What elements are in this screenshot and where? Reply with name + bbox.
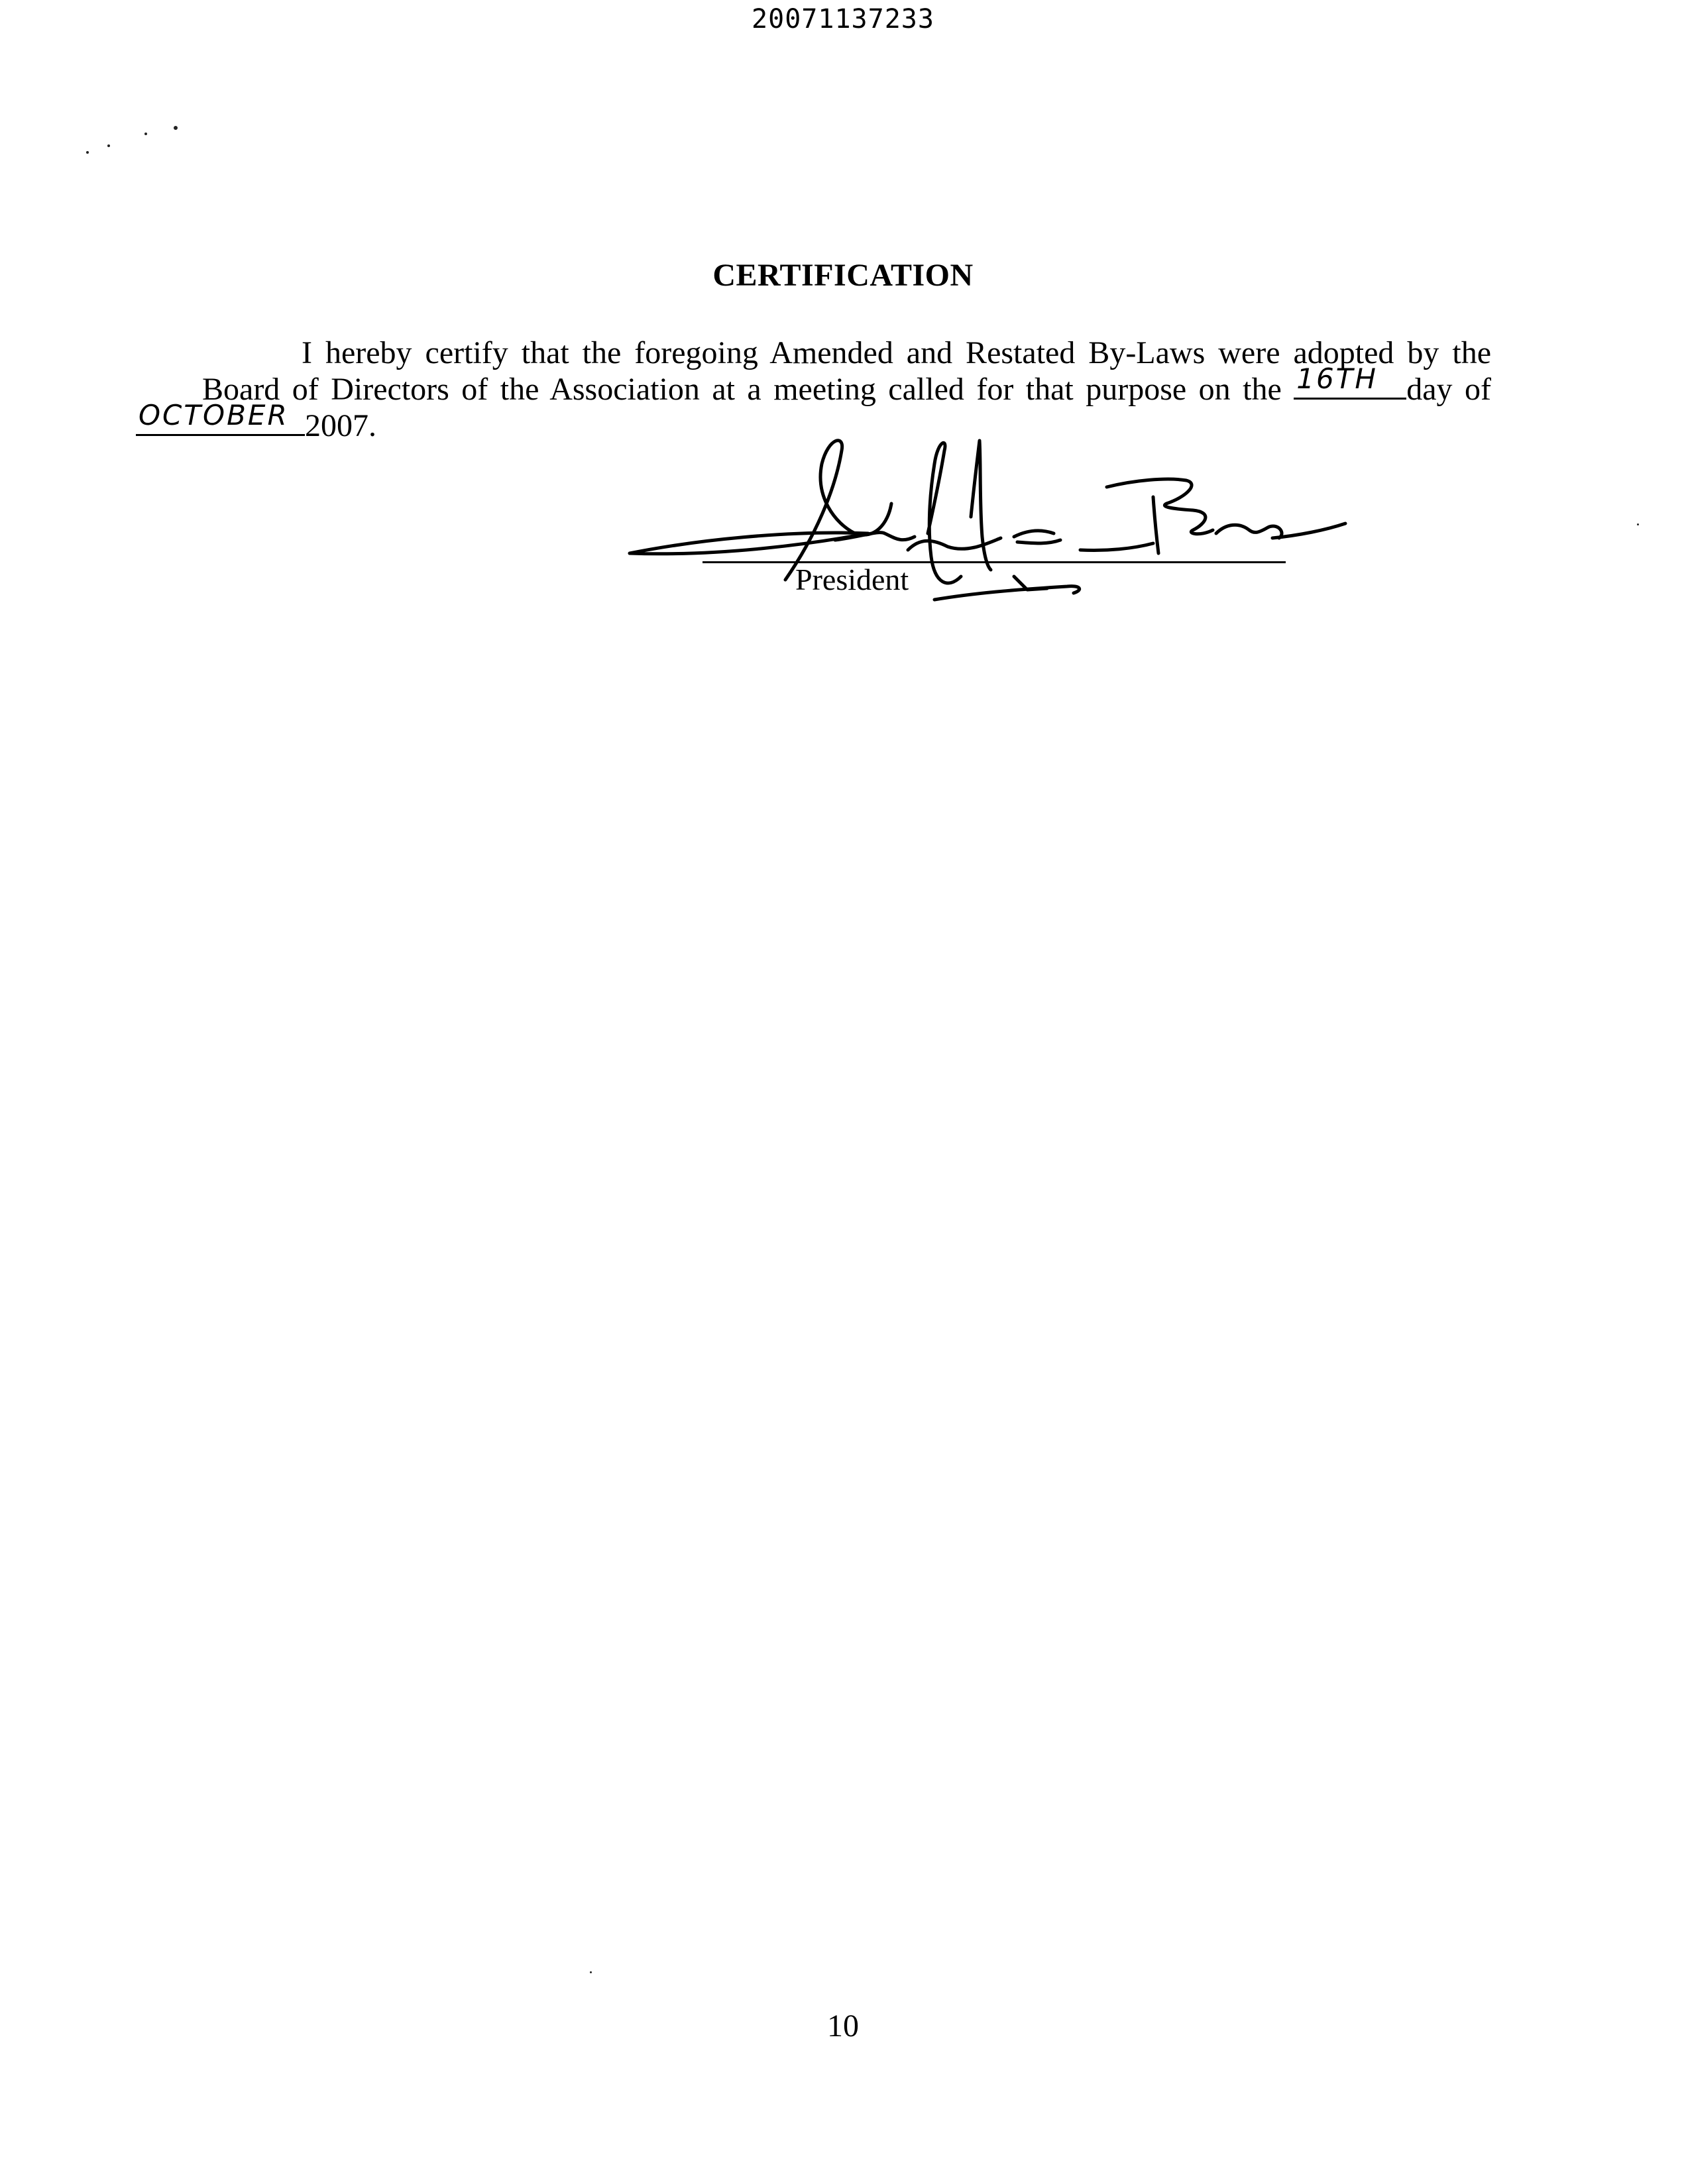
scan-speck bbox=[144, 133, 147, 135]
handwritten-day: 16TH bbox=[1296, 362, 1378, 395]
certification-line-3 bbox=[136, 399, 376, 444]
certification-line-1: I hereby certify that the foregoing Amended and Restated By-Laws were adopted by the bbox=[302, 335, 1491, 370]
certification-title: CERTIFICATION bbox=[712, 258, 974, 293]
scan-speck bbox=[1637, 523, 1639, 525]
year-text: 2007. bbox=[305, 408, 376, 443]
scan-speck bbox=[86, 151, 89, 154]
page-number: 10 bbox=[827, 2008, 859, 2044]
document-number: 20071137233 bbox=[752, 4, 934, 34]
handwritten-month: OCTOBER bbox=[139, 399, 289, 431]
certification-line-2 bbox=[202, 362, 1491, 408]
scan-speck bbox=[107, 144, 110, 147]
scan-speck bbox=[174, 126, 178, 130]
line-2-text: Board of Directors of the Association at a meeting called for that purpose on the bbox=[202, 372, 1282, 407]
handwritten-signature bbox=[616, 424, 1359, 610]
scan-speck bbox=[590, 1971, 592, 1973]
line-2-suffix: day of bbox=[1406, 372, 1491, 407]
president-label: President bbox=[795, 563, 909, 596]
day-blank bbox=[1294, 362, 1406, 400]
month-blank bbox=[136, 399, 305, 436]
